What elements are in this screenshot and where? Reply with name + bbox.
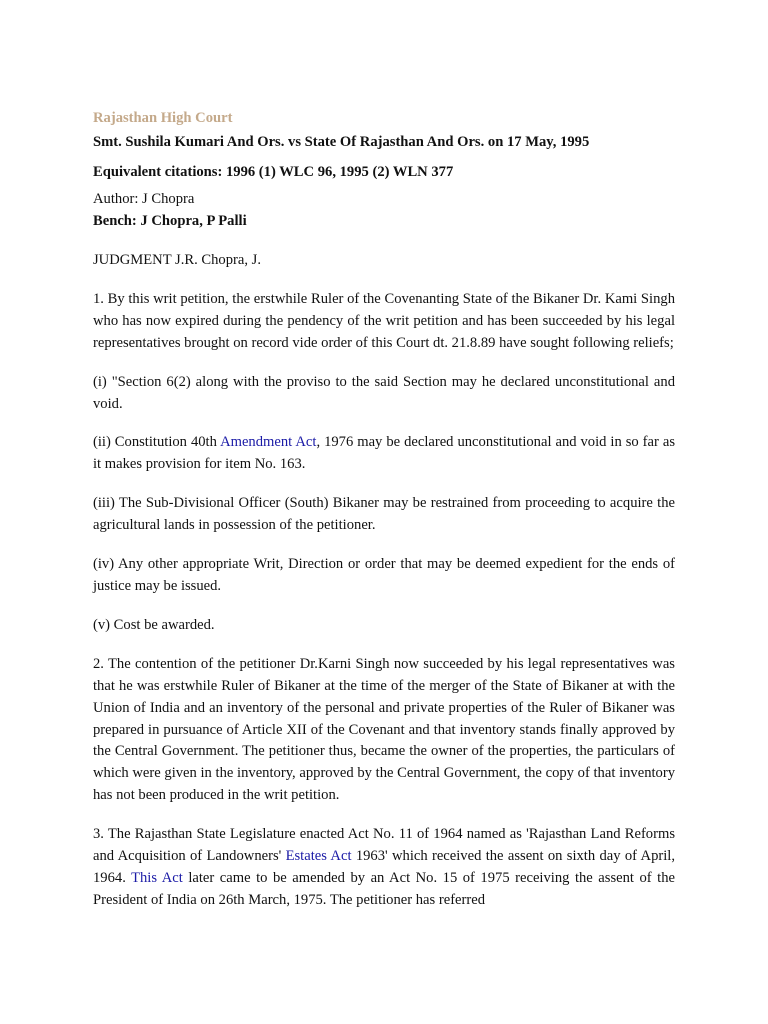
judgment-heading: JUDGMENT J.R. Chopra, J. (93, 252, 261, 268)
equivalent-citations: Equivalent citations: 1996 (1) WLC 96, 1995 (2) WLN 377 (93, 164, 454, 180)
estates-act-link[interactable]: Estates Act (285, 848, 352, 865)
paragraph-1: 1. By this writ petition, the erstwhile Ruler of the Covenanting State of the Bikaner Dr. Kami Singh who has now expired during the pendency of the writ petition and has been succeeded by his legal representatives brought on record vide order of this Court dt. 21.8.89 have sought following reliefs; (93, 290, 675, 351)
paragraph-3-text-b: 1963' which received the assent on sixth day of April, 1964. (93, 848, 675, 886)
author-line: Author: J Chopra (93, 191, 195, 207)
relief-3: (iii) The Sub-Divisional Officer (South) Bikaner may be restrained from proceeding to acquire the agricultural lands in possession of the petitioner. (93, 495, 675, 534)
this-act-link[interactable]: This Act (131, 869, 183, 886)
amendment-act-link[interactable]: Amendment Act (220, 434, 317, 451)
relief-5: (v) Cost be awarded. (93, 616, 215, 633)
relief-2-text-end: , 1976 may be declared unconstitutional and void in so far as it makes provision for item No. 163. (93, 434, 676, 473)
relief-1: (i) "Section 6(2) along with the proviso to the said Section may he declared unconstitutional and void. (93, 373, 675, 412)
relief-2-text-start: (ii) Constitution 40th (93, 434, 221, 451)
bench-line: Bench: J Chopra, P Palli (93, 213, 247, 229)
judgment-document (93, 108, 675, 912)
paragraph-3-text-a: 3. The Rajasthan State Legislature enacted Act No. 11 of 1964 named as 'Rajasthan Land Reforms and Acquisition of Landowners' (93, 826, 675, 865)
relief-4: (iv) Any other appropriate Writ, Direction or order that may be deemed expedient for the ends of justice may be issued. (93, 556, 675, 594)
court-name[interactable]: Rajasthan High Court (93, 110, 233, 126)
relief-2 (93, 432, 675, 476)
paragraph-3-text-c: later came to be amended by an Act No. 15 of 1975 receiving the assent of the President of India on 26th March, 1975. The petitioner has referred (93, 869, 675, 908)
paragraph-2: 2. The contention of the petitioner Dr.Karni Singh now succeeded by his legal representatives was that he was erstwhile Ruler of Bikaner at the time of the merger of the State of Bikaner at with the Union of India and an inventory of the personal and private properties of the Ruler of Bikaner was prepared in pursuance of Article XII of the Covenant and that inventory stands finally approved by the Central Government. The petitioner thus, became the owner of the properties, the particulars of which were given in the inventory, approved by the Central Government, the copy of that inventory has not been produced in the writ petition. (93, 655, 675, 804)
case-title: Smt. Sushila Kumari And Ors. vs State Of Rajasthan And Ors. on 17 May, 1995 (93, 134, 590, 150)
paragraph-3 (93, 824, 675, 912)
